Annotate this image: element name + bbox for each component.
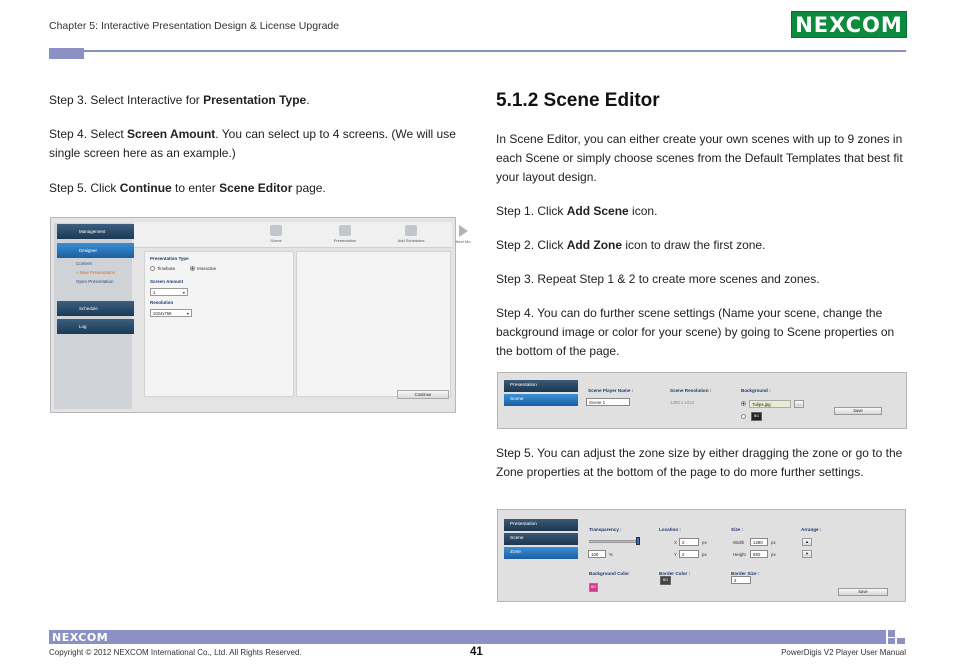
screenshot-sidebar bbox=[54, 223, 132, 409]
toolbar-presentation: Presentation bbox=[320, 222, 370, 248]
dropdown-icon: ▾ bbox=[186, 311, 189, 316]
footer-bar bbox=[49, 630, 886, 644]
footer-copyright: Copyright © 2012 NEXCOM International Co., Ltd. All Rights Reserved. bbox=[49, 648, 302, 657]
right-step-4: Step 4. You can do further scene settings (Name your scene, change the background image or color for your scene) by going to Scene properties on the bottom of the page. bbox=[496, 306, 895, 358]
refresh-icon bbox=[405, 225, 417, 236]
border-size-label: Border Size : bbox=[731, 571, 760, 576]
nexcom-logo bbox=[791, 11, 907, 38]
nav-schedule: Schedule bbox=[57, 301, 134, 316]
screenshot-toolbar bbox=[134, 222, 471, 248]
background-color-option bbox=[741, 414, 748, 419]
nav-sub-content: Content bbox=[76, 261, 92, 266]
location-x-input: 2 bbox=[679, 538, 699, 546]
right-step-3: Step 3. Repeat Step 1 & 2 to create more scenes and zones. bbox=[496, 272, 820, 286]
toolbar-add-schedules: Add Schedules bbox=[386, 222, 436, 248]
scene-player-name-input: Scene 1 bbox=[586, 398, 630, 406]
logo-text: NEXCOM bbox=[795, 12, 903, 37]
scene-icon bbox=[270, 225, 282, 236]
px-unit: px bbox=[702, 552, 707, 557]
option-interactive: Interactive bbox=[190, 266, 216, 271]
background-label: Background : bbox=[741, 388, 771, 393]
nav-zone: Zone bbox=[504, 547, 578, 559]
toolbar-next: Next Mo bbox=[448, 222, 478, 248]
nav-sub-open-presentation: Open Presentation bbox=[76, 279, 114, 284]
scene-resolution-label: Scene Resolution : bbox=[670, 388, 712, 393]
background-image-option bbox=[741, 401, 748, 406]
right-step-2: Step 2. Click Add Zone icon to draw the first zone. bbox=[496, 238, 766, 252]
footer-square-decoration bbox=[897, 638, 905, 644]
percent-unit: % bbox=[609, 552, 613, 557]
right-step-1: Step 1. Click Add Scene icon. bbox=[496, 204, 658, 218]
page-number: 41 bbox=[470, 646, 483, 658]
footer-square-decoration bbox=[888, 638, 895, 644]
zone-properties-screenshot bbox=[497, 509, 906, 602]
presentation-icon bbox=[339, 225, 351, 236]
radio-timebase bbox=[150, 266, 155, 271]
nav-presentation: Presentation bbox=[504, 519, 578, 531]
transparency-input: 100 bbox=[588, 550, 606, 558]
presentation-type-screenshot bbox=[50, 217, 471, 413]
background-color-chip: BG bbox=[751, 412, 762, 421]
left-step-3: Step 3. Select Interactive for Presentation Type. bbox=[49, 93, 310, 107]
radio-background-image bbox=[741, 401, 746, 406]
y-label: Y bbox=[674, 552, 677, 557]
height-label: Height bbox=[733, 552, 746, 557]
screenshot-form-panel bbox=[144, 251, 294, 397]
resolution-select: 1024x768 ▾ bbox=[150, 309, 192, 317]
next-arrow-icon bbox=[459, 225, 468, 237]
footer-square-decoration bbox=[888, 630, 895, 637]
scene-properties-screenshot bbox=[497, 372, 907, 429]
continue-button-image: Continue bbox=[397, 390, 449, 399]
size-height-input: 850 bbox=[750, 550, 768, 558]
nav-presentation: Presentation bbox=[504, 380, 578, 392]
nav-management: Management bbox=[57, 224, 134, 239]
scene-editor-intro: In Scene Editor, you can either create your own scenes with up to 9 zones in each Scene or simply choose scenes from the Default Templates that best fit your layout design. bbox=[496, 132, 903, 184]
dropdown-icon: ▾ bbox=[182, 290, 185, 295]
header-tab-decoration bbox=[49, 48, 84, 59]
size-label: Size : bbox=[731, 527, 743, 532]
screenshot-preview-panel bbox=[296, 251, 451, 397]
border-size-input: 2 bbox=[731, 576, 751, 584]
border-color-swatch: BG bbox=[660, 576, 671, 585]
toolbar-scene: Scene bbox=[251, 222, 301, 248]
border-color-label: Border Color : bbox=[659, 571, 691, 576]
nav-designer: Designer bbox=[57, 243, 134, 258]
px-unit: px bbox=[771, 552, 776, 557]
x-label: X bbox=[674, 540, 677, 545]
background-color-label: Background Color bbox=[589, 571, 630, 576]
manual-title: PowerDigis V2 Player User Manual bbox=[781, 648, 906, 657]
background-file-field: Tulips.jpg bbox=[749, 400, 791, 408]
nav-sub-new-presentation: » New Presentation bbox=[76, 270, 116, 275]
transparency-slider-track bbox=[589, 540, 639, 543]
bring-forward-icon: ▲ bbox=[802, 538, 812, 546]
resolution-label: Resolution bbox=[150, 300, 174, 305]
save-button-image: Save bbox=[834, 407, 882, 415]
save-button-image: Save bbox=[838, 588, 888, 596]
size-width-input: 1280 bbox=[750, 538, 768, 546]
radio-interactive bbox=[190, 266, 195, 271]
option-timebase: Timebase bbox=[150, 266, 175, 271]
nav-log: Log bbox=[57, 319, 134, 334]
arrange-label: Arrange : bbox=[801, 527, 822, 532]
px-unit: px bbox=[771, 540, 776, 545]
px-unit: px bbox=[702, 540, 707, 545]
scene-player-name-label: Scene Player Name : bbox=[588, 388, 634, 393]
right-step-5: Step 5. You can adjust the zone size by either dragging the zone or go to the Zone properties at the bottom of the page to do more further settings. bbox=[496, 446, 903, 479]
scene-resolution-value: 1280 x 1024 bbox=[670, 400, 695, 405]
screen-amount-select: 1 ▾ bbox=[150, 288, 188, 296]
left-step-4: Step 4. Select Screen Amount. You can select up to 4 screens. (We will use single screen here as an example.) bbox=[49, 127, 456, 160]
footer-logo: NEXCOM bbox=[52, 631, 109, 644]
chapter-title: Chapter 5: Interactive Presentation Design & License Upgrade bbox=[49, 20, 340, 32]
transparency-slider-handle bbox=[636, 537, 640, 545]
section-title: 5.1.2 Scene Editor bbox=[496, 90, 660, 111]
location-y-input: 2 bbox=[679, 550, 699, 558]
browse-button-image: ... bbox=[794, 400, 804, 408]
width-label: Width bbox=[733, 540, 745, 545]
radio-background-color bbox=[741, 414, 746, 419]
location-label: Location : bbox=[659, 527, 681, 532]
left-step-5: Step 5. Click Continue to enter Scene Editor page. bbox=[49, 181, 326, 195]
nav-scene: Scene bbox=[504, 394, 578, 406]
header-rule bbox=[84, 50, 906, 52]
send-backward-icon: ▼ bbox=[802, 550, 812, 558]
background-color-swatch: BG bbox=[589, 583, 598, 592]
screen-amount-label: Screen Amount bbox=[150, 279, 184, 284]
presentation-type-label: Presentation Type bbox=[150, 256, 189, 261]
transparency-label: Transparency : bbox=[589, 527, 622, 532]
nav-scene: Scene bbox=[504, 533, 578, 545]
